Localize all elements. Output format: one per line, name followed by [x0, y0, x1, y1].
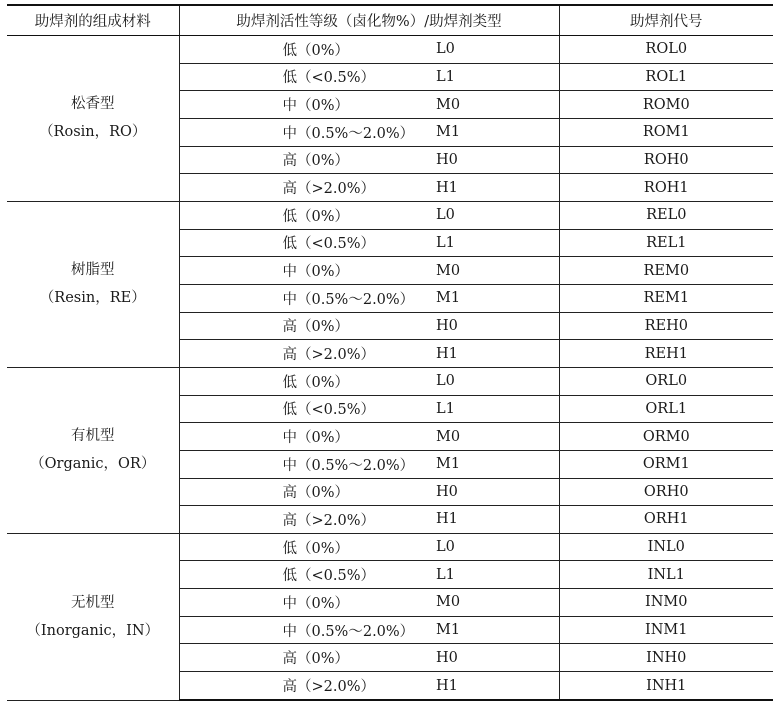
flux-type-cell: L0 — [419, 367, 559, 395]
activity-level-cell: 中（0.5%～2.0%） — [179, 118, 419, 146]
flux-code-cell: ROM1 — [559, 118, 773, 146]
composition-cell — [7, 533, 179, 700]
flux-type-cell: H1 — [419, 340, 559, 368]
table-row — [7, 533, 773, 561]
activity-level-cell: 中（0%） — [179, 589, 419, 617]
flux-code-cell: REL1 — [559, 229, 773, 257]
activity-level-cell: 中（0%） — [179, 257, 419, 285]
composition-name: 松香型 — [71, 96, 115, 113]
flux-code-cell: ROL0 — [559, 36, 773, 64]
activity-level-cell: 高（>2.0%） — [179, 340, 419, 368]
flux-code-cell: REM1 — [559, 284, 773, 312]
activity-level-cell: 高（0%） — [179, 478, 419, 506]
flux-code-cell: ORL0 — [559, 367, 773, 395]
composition-abbrev: （Inorganic，IN） — [26, 622, 160, 639]
composition-name: 有机型 — [71, 428, 115, 445]
activity-level-cell: 低（<0.5%） — [179, 63, 419, 91]
activity-level-cell: 中（0.5%～2.0%） — [179, 284, 419, 312]
flux-type-cell: M0 — [419, 589, 559, 617]
flux-code-cell: ROH1 — [559, 174, 773, 202]
activity-level-cell: 高（>2.0%） — [179, 506, 419, 534]
activity-level-cell: 低（0%） — [179, 533, 419, 561]
activity-level-cell: 高（>2.0%） — [179, 672, 419, 700]
activity-level-cell: 低（0%） — [179, 201, 419, 229]
activity-level-cell: 中（0.5%～2.0%） — [179, 450, 419, 478]
flux-type-cell: L1 — [419, 63, 559, 91]
flux-type-cell: L0 — [419, 533, 559, 561]
flux-code-cell: INH0 — [559, 644, 773, 672]
header-activity: 助焊剂活性等级（卤化物%）/助焊剂类型 — [179, 5, 559, 36]
flux-code-cell: ORH1 — [559, 506, 773, 534]
activity-level-cell: 高（0%） — [179, 146, 419, 174]
header-code: 助焊剂代号 — [559, 5, 773, 36]
flux-classification-table — [7, 4, 773, 701]
table-body — [7, 36, 773, 701]
activity-level-cell: 低（<0.5%） — [179, 561, 419, 589]
flux-code-cell: ROH0 — [559, 146, 773, 174]
activity-level-cell: 高（0%） — [179, 644, 419, 672]
activity-level-cell: 中（0%） — [179, 423, 419, 451]
flux-code-cell: INH1 — [559, 672, 773, 700]
flux-type-cell: M1 — [419, 450, 559, 478]
composition-cell — [7, 367, 179, 533]
activity-level-cell: 低（0%） — [179, 36, 419, 64]
activity-level-cell: 低（<0.5%） — [179, 229, 419, 257]
flux-code-cell: ORL1 — [559, 395, 773, 423]
table-row — [7, 201, 773, 229]
flux-type-cell: M1 — [419, 616, 559, 644]
flux-type-cell: H1 — [419, 506, 559, 534]
flux-code-cell: REH1 — [559, 340, 773, 368]
flux-code-cell: REH0 — [559, 312, 773, 340]
flux-type-cell: H1 — [419, 174, 559, 202]
composition-abbrev: （Organic，OR） — [30, 456, 156, 473]
flux-code-cell: INM1 — [559, 616, 773, 644]
flux-type-cell: H0 — [419, 478, 559, 506]
composition-cell — [7, 201, 179, 367]
flux-type-cell: H1 — [419, 672, 559, 700]
header-composition: 助焊剂的组成材料 — [7, 5, 179, 36]
flux-type-cell: L0 — [419, 201, 559, 229]
flux-code-cell: REL0 — [559, 201, 773, 229]
activity-level-cell: 低（<0.5%） — [179, 395, 419, 423]
flux-type-cell: M0 — [419, 91, 559, 119]
flux-code-cell: ROM0 — [559, 91, 773, 119]
flux-code-cell: INM0 — [559, 589, 773, 617]
flux-type-cell: L1 — [419, 229, 559, 257]
activity-level-cell: 高（>2.0%） — [179, 174, 419, 202]
flux-type-cell: L1 — [419, 395, 559, 423]
flux-type-cell: H0 — [419, 644, 559, 672]
flux-type-cell: M0 — [419, 423, 559, 451]
flux-type-cell: L1 — [419, 561, 559, 589]
table-row — [7, 36, 773, 64]
flux-type-cell: L0 — [419, 36, 559, 64]
activity-level-cell: 中（0%） — [179, 91, 419, 119]
flux-type-cell: M1 — [419, 118, 559, 146]
flux-code-cell: ORH0 — [559, 478, 773, 506]
flux-code-cell: ORM0 — [559, 423, 773, 451]
flux-type-cell: H0 — [419, 312, 559, 340]
flux-type-cell: M0 — [419, 257, 559, 285]
composition-name: 无机型 — [71, 594, 115, 611]
activity-level-cell: 中（0.5%～2.0%） — [179, 616, 419, 644]
header-row — [7, 5, 773, 36]
activity-level-cell: 低（0%） — [179, 367, 419, 395]
table-row — [7, 367, 773, 395]
flux-type-cell: H0 — [419, 146, 559, 174]
composition-cell — [7, 36, 179, 202]
flux-code-cell: INL0 — [559, 533, 773, 561]
flux-code-cell: ORM1 — [559, 450, 773, 478]
flux-code-cell: REM0 — [559, 257, 773, 285]
flux-code-cell: ROL1 — [559, 63, 773, 91]
flux-type-cell: M1 — [419, 284, 559, 312]
composition-name: 树脂型 — [71, 262, 115, 279]
composition-abbrev: （Resin，RE） — [39, 290, 146, 307]
composition-abbrev: （Rosin，RO） — [39, 124, 147, 141]
activity-level-cell: 高（0%） — [179, 312, 419, 340]
flux-code-cell: INL1 — [559, 561, 773, 589]
